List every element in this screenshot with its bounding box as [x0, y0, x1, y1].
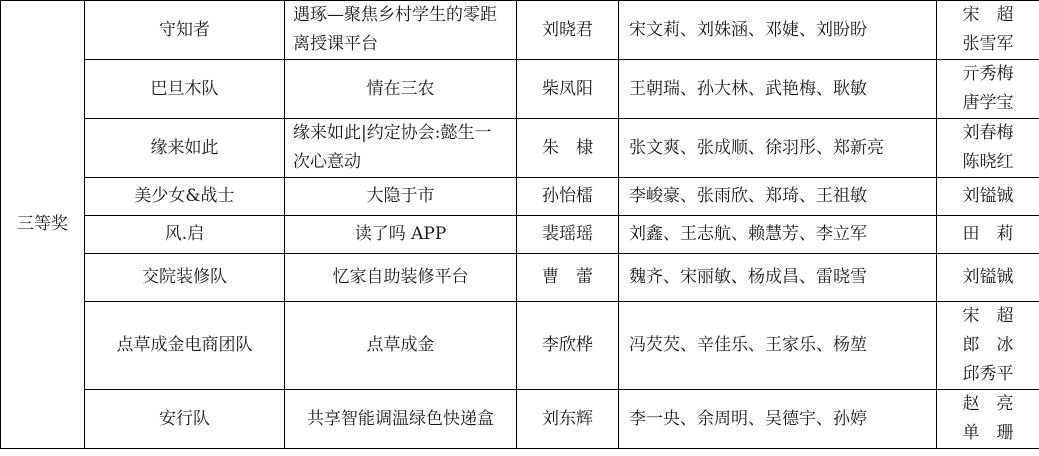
team-name-cell: 风.启 — [85, 216, 285, 254]
advisor-name: 刘镒铖 — [962, 267, 1014, 287]
table-row — [1, 216, 1039, 254]
team-name-cell: 巴旦木队 — [85, 60, 285, 119]
team-name-cell: 安行队 — [85, 390, 285, 449]
advisor-name: 宋 超 — [962, 306, 1014, 326]
project-name-cell: 共享智能调温绿色快递盒 — [285, 390, 517, 449]
team-name-cell: 缘来如此 — [85, 119, 285, 178]
award-level-cell: 三等奖 — [1, 1, 85, 449]
project-name-cell: 读了吗 APP — [285, 216, 517, 254]
advisors-cell — [937, 119, 1039, 178]
project-name-cell: 点草成金 — [285, 302, 517, 390]
advisors-cell — [937, 178, 1039, 216]
advisors-cell — [937, 216, 1039, 254]
advisors-cell — [937, 390, 1039, 449]
leader-cell: 刘晓君 — [517, 1, 619, 60]
advisor-name: 刘镒铖 — [962, 186, 1014, 206]
advisors-cell — [937, 1, 1039, 60]
advisor-name: 宋 超 — [962, 5, 1014, 25]
members-cell: 魏齐、宋丽敏、杨成昌、雷晓雪 — [619, 254, 937, 302]
project-name-cell: 遇琢—聚焦乡村学生的零距离授课平台 — [285, 1, 517, 60]
project-name-cell: 忆家自助装修平台 — [285, 254, 517, 302]
project-name-cell: 情在三农 — [285, 60, 517, 119]
members-cell: 宋文莉、刘姝涵、邓婕、刘盼盼 — [619, 1, 937, 60]
table-row — [1, 1, 1039, 60]
table-row — [1, 60, 1039, 119]
project-name-cell: 大隐于市 — [285, 178, 517, 216]
team-name-cell: 点草成金电商团队 — [85, 302, 285, 390]
leader-cell: 柴凤阳 — [517, 60, 619, 119]
members-cell: 李一央、余周明、吴德宇、孙婷 — [619, 390, 937, 449]
advisor-name: 唐学宝 — [962, 93, 1014, 113]
advisor-name: 单 珊 — [962, 423, 1014, 443]
advisor-name: 张雪军 — [962, 34, 1014, 54]
leader-cell: 刘东辉 — [517, 390, 619, 449]
leader-cell: 曹 蕾 — [517, 254, 619, 302]
advisor-name: 亓秀梅 — [962, 64, 1014, 84]
leader-cell: 李欣桦 — [517, 302, 619, 390]
table-row — [1, 390, 1039, 449]
table-row — [1, 178, 1039, 216]
leader-cell: 裴瑶瑶 — [517, 216, 619, 254]
advisors-cell — [937, 60, 1039, 119]
team-name-cell: 守知者 — [85, 1, 285, 60]
project-name-cell: 缘来如此|约定协会:懿生一次心意动 — [285, 119, 517, 178]
table-row — [1, 302, 1039, 390]
advisors-cell — [937, 254, 1039, 302]
members-cell: 张文爽、张成顺、徐羽彤、郑新亮 — [619, 119, 937, 178]
advisors-cell — [937, 302, 1039, 390]
table-row — [1, 254, 1039, 302]
advisor-name: 郎 冰 — [962, 335, 1014, 355]
leader-cell: 朱 棣 — [517, 119, 619, 178]
team-name-cell: 美少女&战士 — [85, 178, 285, 216]
advisor-name: 田 莉 — [962, 224, 1014, 244]
advisor-name: 陈晓红 — [962, 152, 1014, 172]
advisor-name: 赵 亮 — [962, 394, 1014, 414]
members-cell: 刘鑫、王志航、赖慧芳、李立军 — [619, 216, 937, 254]
table-row — [1, 119, 1039, 178]
advisor-name: 邱秀平 — [962, 364, 1014, 384]
award-table-body — [1, 1, 1039, 449]
team-name-cell: 交院装修队 — [85, 254, 285, 302]
leader-cell: 孙怡檑 — [517, 178, 619, 216]
members-cell: 李峻豪、张雨欣、郑琦、王祖敏 — [619, 178, 937, 216]
members-cell: 王朝瑞、孙大林、武艳梅、耿敏 — [619, 60, 937, 119]
advisor-name: 刘春梅 — [962, 123, 1014, 143]
members-cell: 冯芡芡、辛佳乐、王家乐、杨堃 — [619, 302, 937, 390]
